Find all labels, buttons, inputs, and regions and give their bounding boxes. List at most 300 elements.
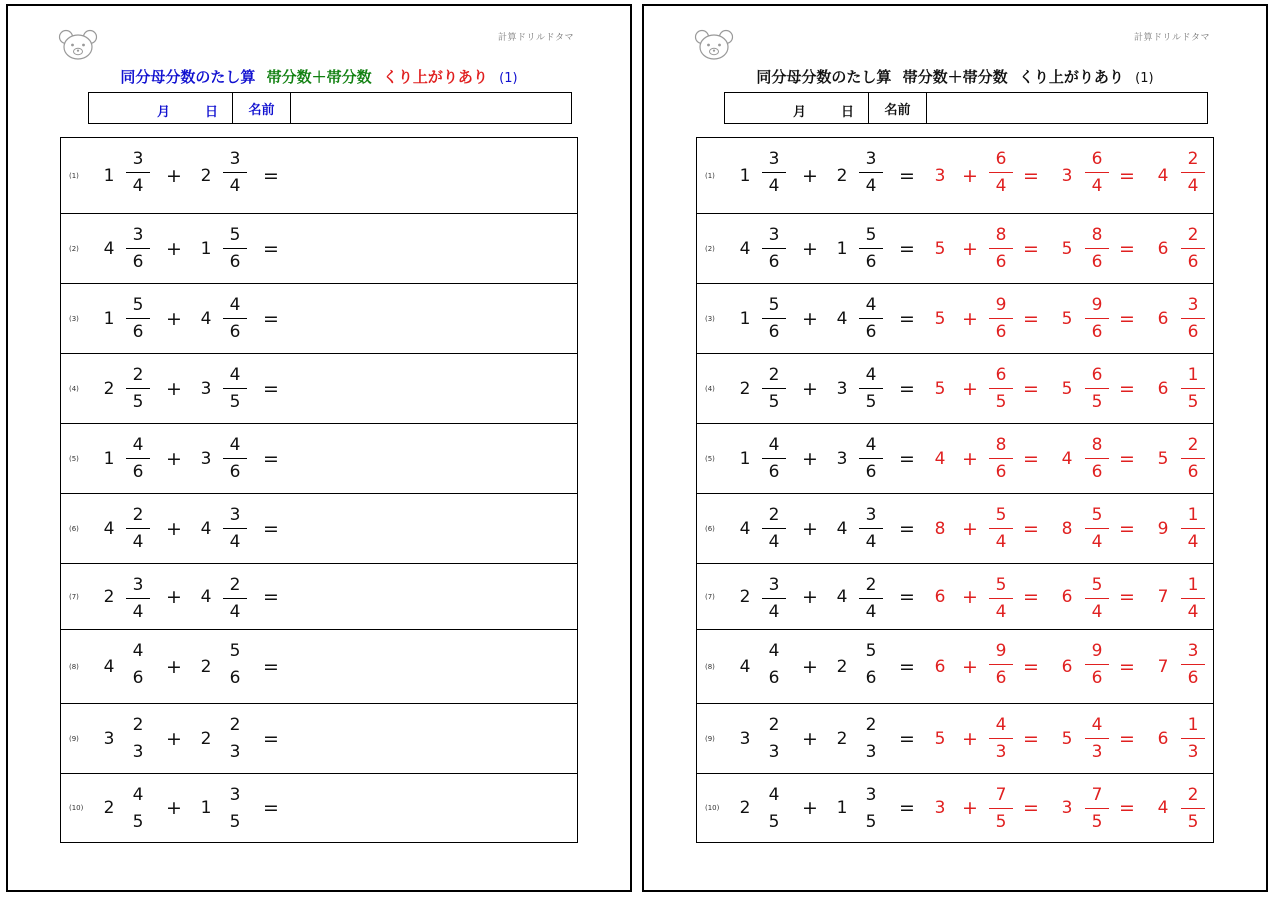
final-answer-fraction (1181, 224, 1205, 273)
answer-sum-fraction-denominator: 6 (995, 322, 1007, 343)
fraction-bar (762, 738, 786, 739)
answer-sum-whole: 4 (934, 448, 946, 469)
second-fraction-numerator: 5 (229, 641, 241, 661)
title-part-type: 帯分数＋帯分数 (266, 68, 372, 86)
fraction-bar (1085, 598, 1109, 599)
second-fraction-denominator: 6 (865, 322, 877, 343)
answer-row (697, 354, 1213, 424)
answer-sum-fraction-denominator: 6 (995, 668, 1007, 689)
first-whole-number: 4 (739, 656, 751, 677)
fraction-bar (126, 808, 150, 809)
fraction-bar (762, 388, 786, 389)
answer-improper-fraction (1085, 574, 1109, 623)
fraction-bar (1085, 248, 1109, 249)
second-fraction (859, 574, 883, 623)
answer-equals-sign: = (1023, 585, 1039, 608)
answer-sum-fraction (989, 714, 1013, 763)
fraction-bar (762, 172, 786, 173)
second-whole-number: 2 (200, 728, 212, 749)
second-fraction (223, 714, 247, 763)
second-fraction-numerator: 4 (229, 435, 241, 455)
answer-sum-fraction-denominator: 4 (995, 532, 1007, 553)
plus-sign: + (166, 517, 182, 540)
answer-sum-fraction-numerator: 7 (995, 785, 1007, 805)
fraction-bar (1181, 458, 1205, 459)
fraction-bar (859, 248, 883, 249)
problem-number: (3) (69, 314, 79, 323)
answer-improper-fraction-numerator: 5 (1091, 505, 1103, 525)
fraction-bar (126, 318, 150, 319)
problem-row (61, 424, 577, 494)
fraction-bar (126, 738, 150, 739)
problem-row (61, 284, 577, 354)
answer-sum-fraction-denominator: 5 (995, 812, 1007, 833)
answer-improper-fraction (1085, 294, 1109, 343)
plus-sign: + (802, 655, 818, 678)
answer-sum-whole: 3 (934, 165, 946, 186)
answer-row (697, 284, 1213, 354)
answer-sum-whole: 6 (934, 586, 946, 607)
answer-improper-fraction-numerator: 6 (1091, 149, 1103, 169)
answer-sum-fraction-denominator: 4 (995, 602, 1007, 623)
fraction-bar (989, 808, 1013, 809)
answer-improper-fraction-denominator: 3 (1091, 742, 1103, 763)
fraction-bar (1085, 172, 1109, 173)
answer-sum-whole: 5 (934, 728, 946, 749)
problem-number: (6) (705, 524, 715, 533)
problem-row (61, 214, 577, 284)
second-fraction-denominator: 6 (229, 462, 241, 483)
first-whole-number: 2 (103, 798, 115, 818)
second-whole-number: 1 (200, 238, 212, 259)
final-answer-fraction (1181, 294, 1205, 343)
first-fraction (762, 640, 786, 689)
first-whole-number: 4 (103, 656, 115, 677)
equals-sign: = (899, 727, 915, 750)
final-answer-whole: 4 (1157, 165, 1169, 186)
month-label: 月 (793, 105, 807, 120)
problem-number: (4) (705, 384, 715, 393)
first-whole-number: 1 (739, 308, 751, 329)
equals-sign: = (899, 585, 915, 608)
answer-sum-fraction (989, 434, 1013, 483)
final-answer-fraction-numerator: 1 (1187, 505, 1199, 525)
fraction-bar (1181, 388, 1205, 389)
first-fraction (126, 148, 150, 197)
problem-row (61, 138, 577, 214)
second-fraction (859, 640, 883, 689)
answer-equals-sign: = (1119, 237, 1135, 260)
first-fraction-denominator: 6 (768, 462, 780, 483)
answer-improper-fraction-numerator: 7 (1091, 785, 1103, 805)
first-fraction-numerator: 2 (768, 715, 780, 735)
fraction-bar (223, 808, 247, 809)
answer-improper-whole: 6 (1061, 656, 1073, 677)
equals-sign: = (263, 377, 279, 400)
first-fraction-numerator: 4 (768, 435, 780, 455)
fraction-bar (1181, 808, 1205, 809)
first-fraction-numerator: 2 (132, 365, 144, 385)
fraction-bar (223, 248, 247, 249)
first-fraction-numerator: 4 (132, 435, 144, 455)
problem-number: (9) (705, 734, 715, 743)
fraction-bar (859, 598, 883, 599)
second-fraction-numerator: 3 (229, 785, 241, 805)
fraction-bar (762, 318, 786, 319)
date-field[interactable] (725, 93, 869, 123)
first-fraction-denominator: 6 (132, 462, 144, 483)
second-fraction (859, 148, 883, 197)
problem-number: (4) (69, 384, 79, 393)
answer-plus-sign: + (962, 447, 978, 470)
answer-equals-sign: = (1023, 307, 1039, 330)
plus-sign: + (166, 307, 182, 330)
second-fraction (859, 364, 883, 413)
plus-sign: + (166, 585, 182, 608)
fraction-bar (989, 458, 1013, 459)
plus-sign: + (802, 307, 818, 330)
first-fraction-numerator: 4 (132, 641, 144, 661)
plus-sign: + (802, 585, 818, 608)
final-answer-fraction-denominator: 6 (1187, 322, 1199, 343)
second-fraction-numerator: 3 (865, 505, 877, 525)
answer-plus-sign: + (962, 164, 978, 187)
title-part-carry: くり上がりあり (382, 68, 488, 86)
answer-sum-fraction-numerator: 8 (995, 225, 1007, 245)
answer-equals-sign: = (1023, 164, 1039, 187)
first-fraction-numerator: 4 (132, 785, 144, 805)
plus-sign: + (166, 447, 182, 470)
first-fraction-denominator: 5 (132, 812, 144, 833)
first-fraction-numerator: 3 (768, 225, 780, 245)
answer-plus-sign: + (962, 377, 978, 400)
second-fraction-denominator: 4 (865, 176, 877, 197)
first-fraction (762, 224, 786, 273)
date-field[interactable] (89, 93, 233, 123)
answer-improper-fraction-denominator: 6 (1091, 252, 1103, 273)
first-whole-number: 2 (103, 586, 115, 607)
second-fraction-denominator: 6 (229, 322, 241, 343)
name-field[interactable] (291, 93, 571, 123)
answer-improper-whole: 4 (1061, 448, 1073, 469)
first-fraction-denominator: 6 (132, 322, 144, 343)
second-fraction-denominator: 6 (865, 668, 877, 689)
final-answer-whole: 9 (1157, 518, 1169, 539)
first-fraction-denominator: 4 (132, 176, 144, 197)
second-fraction-numerator: 3 (865, 149, 877, 169)
final-answer-whole: 6 (1157, 308, 1169, 329)
first-fraction (126, 714, 150, 763)
final-answer-fraction-numerator: 1 (1187, 575, 1199, 595)
fraction-bar (989, 598, 1013, 599)
answer-sum-fraction-numerator: 6 (995, 365, 1007, 385)
first-fraction-numerator: 3 (132, 149, 144, 169)
answer-improper-fraction-numerator: 6 (1091, 365, 1103, 385)
worksheet-title (644, 66, 1266, 87)
answer-equals-sign: = (1023, 447, 1039, 470)
answer-equals-sign: = (1119, 307, 1135, 330)
second-fraction-numerator: 4 (865, 295, 877, 315)
answer-improper-fraction (1085, 434, 1109, 483)
answer-plus-sign: + (962, 307, 978, 330)
first-whole-number: 1 (739, 165, 751, 186)
problem-number: (10) (69, 804, 84, 812)
worksheet-problems (6, 4, 632, 892)
answer-improper-fraction (1085, 148, 1109, 197)
answer-equals-sign: = (1119, 447, 1135, 470)
answer-sum-whole: 5 (934, 378, 946, 399)
equals-sign: = (899, 655, 915, 678)
second-fraction-numerator: 4 (865, 435, 877, 455)
title-part-carry: くり上がりあり (1018, 68, 1124, 86)
second-fraction (223, 504, 247, 553)
first-fraction (762, 504, 786, 553)
equals-sign: = (263, 655, 279, 678)
first-fraction-denominator: 5 (768, 392, 780, 413)
fraction-bar (859, 528, 883, 529)
second-fraction-numerator: 4 (229, 295, 241, 315)
answer-improper-fraction-numerator: 5 (1091, 575, 1103, 595)
answer-improper-fraction-numerator: 9 (1091, 295, 1103, 315)
answer-row (697, 424, 1213, 494)
problem-row (61, 774, 577, 842)
first-fraction-numerator: 5 (132, 295, 144, 315)
fraction-bar (762, 598, 786, 599)
answer-equals-sign: = (1023, 797, 1039, 819)
final-answer-whole: 6 (1157, 728, 1169, 749)
second-fraction-numerator: 5 (865, 641, 877, 661)
problem-number: (5) (705, 454, 715, 463)
first-fraction (762, 574, 786, 623)
final-answer-whole: 6 (1157, 378, 1169, 399)
answer-improper-fraction-denominator: 4 (1091, 602, 1103, 623)
second-fraction-denominator: 4 (229, 176, 241, 197)
answer-sum-fraction-denominator: 6 (995, 252, 1007, 273)
first-fraction-denominator: 4 (132, 532, 144, 553)
final-answer-fraction (1181, 364, 1205, 413)
second-whole-number: 4 (836, 518, 848, 539)
fraction-bar (1085, 458, 1109, 459)
name-field[interactable] (927, 93, 1207, 123)
equals-sign: = (263, 237, 279, 260)
final-answer-whole: 4 (1157, 798, 1169, 818)
second-fraction-denominator: 5 (865, 812, 877, 833)
answer-equals-sign: = (1023, 727, 1039, 750)
answer-sum-fraction (989, 574, 1013, 623)
answer-improper-fraction-denominator: 6 (1091, 462, 1103, 483)
answer-row (697, 564, 1213, 630)
first-fraction-denominator: 6 (132, 668, 144, 689)
answer-improper-fraction (1085, 714, 1109, 763)
first-fraction (126, 504, 150, 553)
answer-sum-whole: 6 (934, 656, 946, 677)
second-fraction (859, 714, 883, 763)
second-fraction-denominator: 3 (229, 742, 241, 763)
second-fraction (859, 434, 883, 483)
first-fraction (762, 364, 786, 413)
name-date-box (724, 92, 1208, 124)
final-answer-fraction-denominator: 4 (1187, 176, 1199, 197)
fraction-bar (1085, 528, 1109, 529)
second-fraction-denominator: 4 (865, 532, 877, 553)
first-fraction-denominator: 3 (768, 742, 780, 763)
first-fraction-denominator: 4 (132, 602, 144, 623)
brand-label: 計算ドリルドタマ (497, 33, 574, 43)
answer-sum-fraction (989, 504, 1013, 553)
day-label: 日 (841, 105, 855, 120)
final-answer-fraction-numerator: 2 (1187, 435, 1199, 455)
second-fraction-numerator: 2 (229, 715, 241, 735)
answer-improper-fraction-numerator: 9 (1091, 641, 1103, 661)
answer-equals-sign: = (1119, 727, 1135, 750)
final-answer-fraction-denominator: 6 (1187, 462, 1199, 483)
answer-improper-fraction-denominator: 6 (1091, 322, 1103, 343)
answer-improper-fraction-denominator: 6 (1091, 668, 1103, 689)
second-fraction (223, 364, 247, 413)
equals-sign: = (899, 447, 915, 470)
first-whole-number: 1 (103, 448, 115, 469)
plus-sign: + (802, 377, 818, 400)
first-fraction-numerator: 5 (768, 295, 780, 315)
answer-sum-fraction (989, 640, 1013, 689)
final-answer-fraction-denominator: 5 (1187, 392, 1199, 413)
problem-number: (1) (69, 171, 79, 180)
first-fraction (126, 784, 150, 833)
plus-sign: + (166, 727, 182, 750)
answer-sum-fraction (989, 364, 1013, 413)
plus-sign: + (802, 517, 818, 540)
second-whole-number: 1 (200, 798, 212, 818)
second-fraction-numerator: 4 (229, 365, 241, 385)
fraction-bar (762, 664, 786, 665)
answer-sum-fraction-numerator: 9 (995, 295, 1007, 315)
second-whole-number: 3 (200, 448, 212, 469)
bear-face-icon (58, 28, 98, 62)
equals-sign: = (263, 307, 279, 330)
fraction-bar (1181, 248, 1205, 249)
problem-number: (10) (705, 804, 720, 812)
second-whole-number: 2 (200, 656, 212, 677)
problem-row (61, 630, 577, 704)
answer-sum-fraction (989, 148, 1013, 197)
first-fraction-numerator: 2 (132, 715, 144, 735)
fraction-bar (223, 318, 247, 319)
fraction-bar (126, 664, 150, 665)
answer-sum-fraction (989, 294, 1013, 343)
final-answer-fraction-denominator: 3 (1187, 742, 1199, 763)
answer-plus-sign: + (962, 655, 978, 678)
second-fraction-denominator: 6 (865, 462, 877, 483)
second-fraction-denominator: 4 (229, 602, 241, 623)
answer-equals-sign: = (1119, 164, 1135, 187)
first-whole-number: 3 (103, 728, 115, 749)
answer-improper-whole: 5 (1061, 308, 1073, 329)
first-fraction-numerator: 2 (768, 365, 780, 385)
answer-equals-sign: = (1023, 377, 1039, 400)
plus-sign: + (166, 237, 182, 260)
fraction-bar (762, 248, 786, 249)
answer-sum-fraction-numerator: 5 (995, 575, 1007, 595)
answer-improper-fraction-denominator: 4 (1091, 176, 1103, 197)
first-fraction (126, 294, 150, 343)
answer-improper-fraction-denominator: 5 (1091, 812, 1103, 833)
second-fraction (859, 294, 883, 343)
plus-sign: + (166, 797, 182, 819)
fraction-bar (859, 318, 883, 319)
final-answer-fraction-numerator: 3 (1187, 295, 1199, 315)
second-whole-number: 2 (836, 165, 848, 186)
fraction-bar (989, 172, 1013, 173)
plus-sign: + (166, 164, 182, 187)
final-answer-fraction (1181, 784, 1205, 833)
fraction-bar (223, 172, 247, 173)
answer-improper-fraction-denominator: 4 (1091, 532, 1103, 553)
second-fraction-denominator: 6 (229, 252, 241, 273)
final-answer-fraction-denominator: 4 (1187, 602, 1199, 623)
fraction-bar (126, 248, 150, 249)
problem-row (61, 564, 577, 630)
problem-row (61, 354, 577, 424)
first-fraction (126, 640, 150, 689)
equals-sign: = (899, 797, 915, 819)
first-fraction (126, 364, 150, 413)
second-whole-number: 2 (836, 728, 848, 749)
fraction-bar (1085, 808, 1109, 809)
problem-row (61, 494, 577, 564)
fraction-bar (126, 528, 150, 529)
first-whole-number: 2 (103, 378, 115, 399)
second-whole-number: 3 (836, 378, 848, 399)
fraction-bar (989, 738, 1013, 739)
second-whole-number: 4 (200, 518, 212, 539)
equals-sign: = (263, 585, 279, 608)
first-fraction-denominator: 5 (768, 812, 780, 833)
answer-equals-sign: = (1119, 797, 1135, 819)
fraction-bar (1085, 388, 1109, 389)
answer-sum-fraction-numerator: 4 (995, 715, 1007, 735)
plus-sign: + (166, 377, 182, 400)
second-fraction-numerator: 5 (229, 225, 241, 245)
fraction-bar (762, 458, 786, 459)
fraction-bar (1181, 172, 1205, 173)
plus-sign: + (802, 727, 818, 750)
problem-number: (2) (69, 244, 79, 253)
month-label: 月 (157, 105, 171, 120)
second-fraction-denominator: 4 (229, 532, 241, 553)
first-whole-number: 4 (739, 518, 751, 539)
second-fraction (859, 504, 883, 553)
answer-plus-sign: + (962, 517, 978, 540)
second-whole-number: 4 (200, 586, 212, 607)
second-whole-number: 3 (200, 378, 212, 399)
answer-improper-fraction (1085, 504, 1109, 553)
final-answer-fraction-numerator: 1 (1187, 715, 1199, 735)
first-fraction-numerator: 4 (768, 641, 780, 661)
problem-number: (6) (69, 524, 79, 533)
second-whole-number: 3 (836, 448, 848, 469)
answer-sum-fraction-denominator: 5 (995, 392, 1007, 413)
second-fraction-denominator: 5 (229, 812, 241, 833)
first-fraction-denominator: 4 (768, 602, 780, 623)
first-whole-number: 4 (103, 238, 115, 259)
final-answer-fraction-denominator: 5 (1187, 812, 1199, 833)
plus-sign: + (166, 655, 182, 678)
answer-plus-sign: + (962, 585, 978, 608)
first-fraction (762, 434, 786, 483)
name-label: 名前 (869, 93, 927, 123)
first-fraction-numerator: 2 (768, 505, 780, 525)
final-answer-fraction (1181, 148, 1205, 197)
